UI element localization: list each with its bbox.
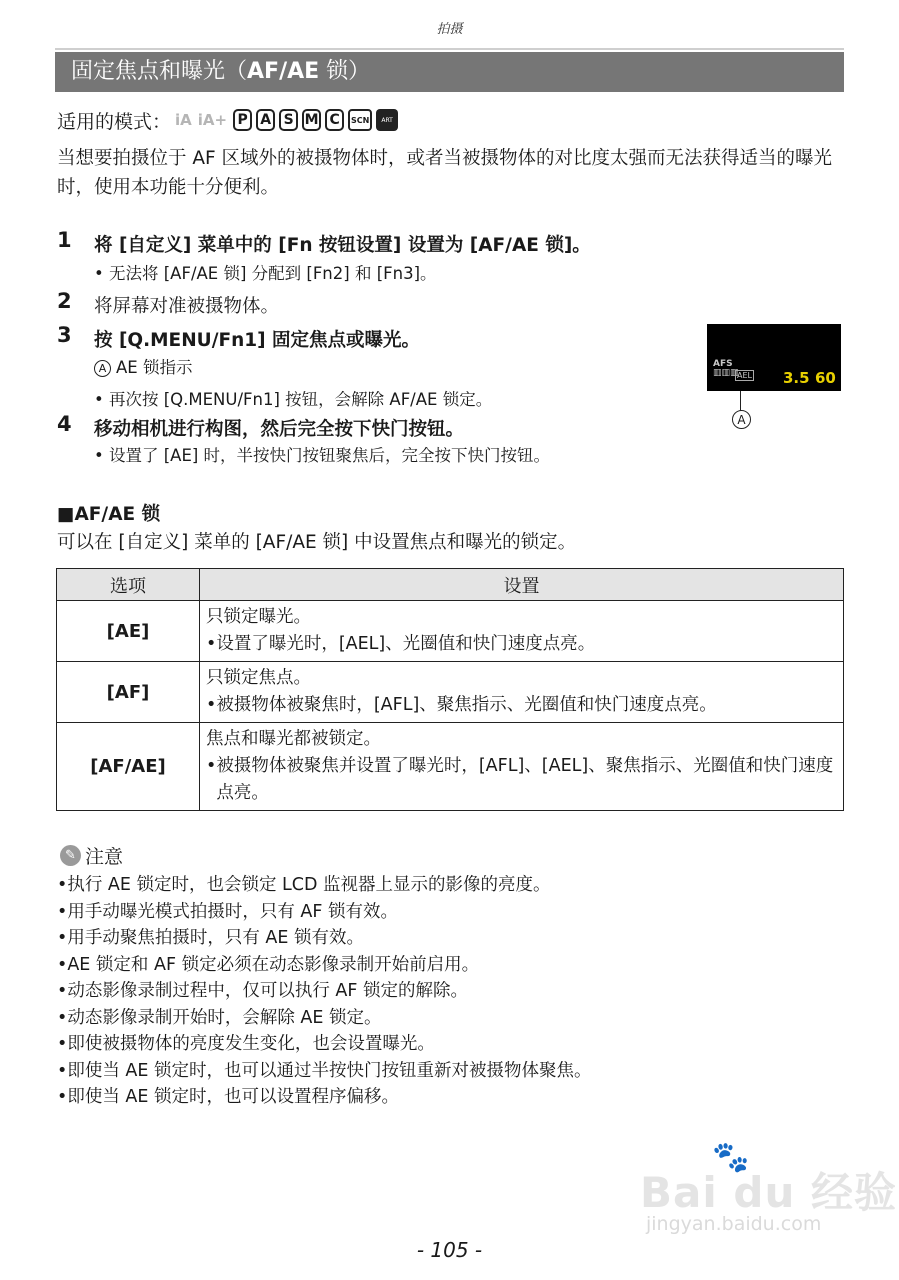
bullet-dot: • (206, 756, 217, 776)
callout-line (740, 391, 741, 411)
setting-summary: 焦点和曝光都被锁定。 (206, 729, 381, 749)
mode-a-icon: A (256, 109, 275, 131)
mode-s-icon: S (279, 109, 298, 131)
list-item: •执行 AE 锁定时，也会锁定 LCD 监视器上显示的影像的亮度。 (57, 875, 551, 895)
setting-detail: 设置了曝光时，[AEL]、光圈值和快门速度点亮。 (216, 634, 596, 654)
table-row (57, 662, 844, 723)
table-row (57, 601, 844, 662)
af-ae-lock-heading: ■AF/AE 锁 (57, 504, 161, 525)
settings-table (56, 568, 844, 811)
applicable-modes (57, 106, 398, 134)
step-3-text: 按 [Q.MENU/Fn1] 固定焦点或曝光。 (94, 330, 421, 351)
mode-c-icon: C (325, 109, 344, 131)
notes-list (57, 872, 591, 1111)
title-suffix: 锁） (319, 59, 371, 84)
notes-heading (60, 842, 123, 869)
camera-ael-indicator: AEL (737, 371, 752, 380)
bullet-dot: • (206, 634, 217, 654)
step-2-text: 将屏幕对准被摄物体。 (94, 296, 280, 317)
step-1-text: 将 [自定义] 菜单中的 [Fn 按钮设置] 设置为 [AF/AE 锁]。 (94, 235, 591, 256)
mode-ia-plus-icon: iA+ (197, 111, 228, 129)
list-item: •用手动聚焦拍摄时，只有 AE 锁有效。 (57, 928, 364, 948)
list-item: •动态影像录制开始时，会解除 AE 锁定。 (57, 1007, 382, 1028)
table-row (57, 723, 844, 811)
setting-bullet (206, 692, 837, 719)
list-item: •即使当 AE 锁定时，也可以通过半按快门按钮重新对被摄物体聚焦。 (57, 1060, 592, 1081)
camera-shutter-value: 60 (815, 369, 836, 387)
setting-summary: 只锁定焦点。 (206, 668, 311, 688)
title-prefix: 固定焦点和曝光（ (71, 59, 248, 84)
setting-detail: 被摄物体被聚焦时，[AFL]、聚焦指示、光圈值和快门速度点亮。 (216, 695, 717, 715)
step-1-subnote: • 无法将 [AF/AE 锁] 分配到 [Fn2] 和 [Fn3]。 (94, 264, 437, 283)
camera-af-label: AFS (713, 359, 733, 369)
step-3-marker-text: AE 锁指示 (116, 358, 193, 377)
title-bold: AF/AE (247, 59, 320, 84)
intro-paragraph: 当想要拍摄位于 AF 区域外的被摄物体时，或者当被摄物体的对比度太强而无法获得适当的曝光时，使用本功能十分便利。 (57, 148, 833, 198)
option-cell: [AF] (57, 662, 200, 723)
setting-bullet (206, 631, 837, 658)
setting-detail: 被摄物体被聚焦并设置了曝光时，[AFL]、[AEL]、聚焦指示、光圈值和快门速度点亮。 (216, 756, 834, 803)
option-cell: [AE] (57, 601, 200, 662)
step-3-marker-line (94, 354, 192, 378)
watermark-url: jingyan.baidu.com (646, 1213, 822, 1235)
mode-art-icon (376, 109, 398, 131)
list-item: •AE 锁定和 AF 锁定必须在动态影像录制开始前启用。 (57, 954, 480, 975)
camera-mode-label: ▥▥▥ (713, 368, 739, 378)
pencil-note-icon: ✎ (60, 845, 81, 866)
page-header-label: 拍摄 (436, 22, 463, 37)
section-title-bar (55, 52, 844, 92)
watermark-logo: Bai du 经验 (640, 1168, 897, 1217)
list-item: •即使被摄物体的亮度发生变化，也会设置曝光。 (57, 1034, 435, 1054)
af-ae-lock-description: 可以在 [自定义] 菜单的 [AF/AE 锁] 中设置焦点和曝光的锁定。 (57, 532, 577, 553)
table-header-row (57, 569, 844, 601)
step-3-number: 3 (57, 323, 72, 347)
mode-icons (175, 109, 398, 131)
callout-a-icon: A (732, 410, 751, 429)
option-cell: [AF/AE] (57, 723, 200, 811)
step-4-number: 4 (57, 412, 72, 436)
setting-cell (200, 662, 844, 723)
mode-ia-icon: iA (175, 111, 192, 129)
notes-heading-text: 注意 (85, 846, 124, 868)
marker-a-icon: A (94, 360, 111, 377)
camera-lcd-illustration (707, 324, 841, 391)
page-number: - 105 - (416, 1238, 483, 1262)
modes-label: 适用的模式： (57, 110, 172, 133)
step-4-subnote: • 设置了 [AE] 时，半按快门按钮聚焦后，完全按下快门按钮。 (94, 446, 551, 465)
mode-art-label: ART (381, 116, 393, 124)
step-4-text: 移动相机进行构图，然后完全按下快门按钮。 (94, 419, 465, 440)
table-header-setting: 设置 (200, 569, 844, 601)
list-item: •动态影像录制过程中，仅可以执行 AF 锁定的解除。 (57, 981, 468, 1001)
mode-m-icon: M (302, 109, 321, 131)
mode-scn-icon: SCN (348, 109, 372, 131)
camera-aperture-value: 3.5 (783, 369, 810, 387)
table-header-option: 选项 (57, 569, 200, 601)
setting-bullet (206, 753, 837, 807)
baidu-paw-icon: 🐾 (712, 1140, 750, 1175)
mode-p-icon: P (233, 109, 252, 131)
bullet-dot: • (206, 695, 217, 715)
list-item: •用手动曝光模式拍摄时，只有 AF 锁有效。 (57, 901, 398, 922)
step-1-number: 1 (57, 228, 72, 252)
setting-cell (200, 601, 844, 662)
setting-cell (200, 723, 844, 811)
header-rule (55, 48, 844, 50)
list-item: •即使当 AE 锁定时，也可以设置程序偏移。 (57, 1087, 399, 1107)
setting-summary: 只锁定曝光。 (206, 607, 311, 627)
step-2-number: 2 (57, 289, 72, 313)
step-3-subnote: • 再次按 [Q.MENU/Fn1] 按钮，会解除 AF/AE 锁定。 (94, 390, 493, 409)
